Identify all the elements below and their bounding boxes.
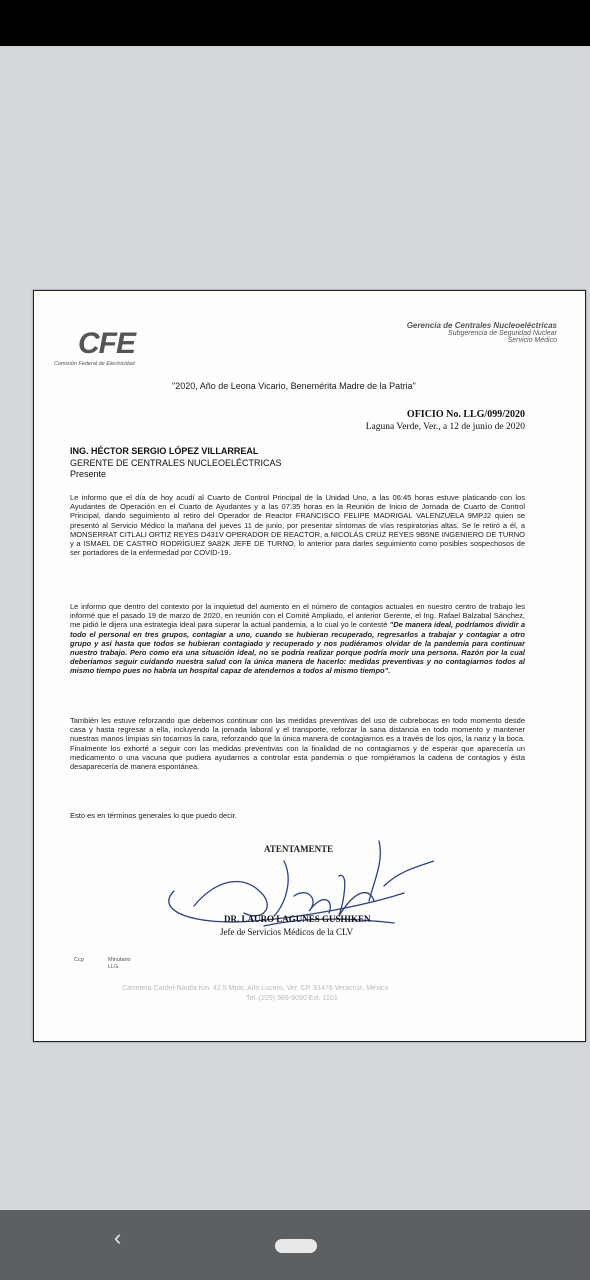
ccp-initials: LLG [108,964,119,970]
paragraph-2-quote: "De manera ideal, podríamos dividir a todo el personal en tres grupos, contagiar a uno, cuando se hubieran recuperado, regresarlos a trabajar y contagiar a otro grupo y así hasta que todos se hubieran contagiado y recuperado y nos pudiéramos olvidar de la pandemia para continuar nuestro trabajo. Pero como era una situación ideal, no se podría realizar porque podría morir una persona. Razón por la cual deberíamos seguir cuidando nuestra salud con la única manera de hacerlo: medidas preventivas y no contagiarnos todos al mismo tiempo pues no habría un hospital capaz de atendernos a todos al mismo tiempo". [70,620,525,676]
addressee-block [70,446,282,481]
paragraph-2-text: Le informo que dentro del contexto por la inquietud del aumento en el número de contagios actuales en nuestro centro de trabajo les informé que el pasado 19 de marzo de 2020, en reunión con el Comité Ampliado, el anterior Gerente, el Ing. Rafael Balzabal Sánchez, me pidió le dijera una estrategia ideal para superar la actual pandemia, a lo cual yo le contesté [70,602,525,630]
signer-name: DR. LAURO LAGUNES GUSHIKEN [224,914,371,924]
signer-title: Jefe de Servicios Médicos de la CLV [220,927,354,937]
ccp-label: Ccp [74,957,84,963]
year-motto: "2020, Año de Leona Vicario, Benemérita Madre de la Patria" [172,381,416,391]
addressee-title: GERENTE DE CENTRALES NUCLEOELÉCTRICAS [70,457,282,468]
status-bar [0,0,590,46]
footer-address: Carretera Cardel-Nautla Km. 42.5 Mpio. Alto Lucero, Ver. CP. 91476 Veracruz, México [122,985,389,992]
cfe-logo-subtitle: Comisión Federal de Electricidad [54,361,135,367]
dept-line-2: Subgerencia de Seguridad Nuclear [448,330,557,337]
footer-phone: Tel. (229) 989-9090 Ext. 1101 [246,995,338,1002]
body-paragraph-3: También les estuve reforzando que debemos continuar con las medidas preventivas del uso de cubrebocas en todo momento desde casa y hasta regresar a ella, incluyendo la jornada laboral y el transporte, reforzar la sana distancia en todo momento y mantener nuestras manos limpias sin tocarnos la cara, reforzando que la única manera de contagiarnos es a través de los ojos, la nariz y la boca. Finalmente los exhorté a seguir con las medidas preventivas con la finalidad de no contagiarnos y de esperar que aparecería un medicamento o una vacuna que pudiera ayudarnos a controlar esta pandemia o que rompiéramos la cadena de contagios y ésta desaparecería de manera espontánea. [70,716,525,772]
letter-page [33,290,586,1042]
addressee-name: ING. HÉCTOR SERGIO LÓPEZ VILLARREAL [70,446,259,456]
addressee-presente: Presente [70,469,107,479]
cfe-logo: CFE [78,327,135,360]
ccp-target: Minutario [108,957,131,963]
dept-line-1: Gerencia de Centrales Nucleoeléctricas [406,321,557,330]
department-header [407,321,557,344]
dept-line-3: Servicio Médico [507,337,557,344]
oficio-number: OFICIO No. LLG/099/2020 [406,409,525,420]
body-paragraph-1: Le informo que el día de hoy acudí al Cuarto de Control Principal de la Unidad Uno, a las 06:45 horas estuve platicando con los Ayudantes de Operación en el Cuarto de Ayudantes y a las 07:35 horas en la Reunión de Inicio de Jornada de Cuarto de Control Principal, dando seguimiento al retiro del Operador de Reactor FRANCISCO FELIPE MADRIGAL VALENZUELA 9MPJ2 quien se presentó al Servicio Médico la mañana del jueves 11 de junio, por presentar síntomas de vías respiratorias altas. Se le retiró a él, a MONSERRAT CITLALI ORTIZ REYES D431V OPERADOR DE REACTOR, a NICOLÁS CRUZ REYES 9B5NE INGENIERO DE TURNO y a ISMAEL DE CASTRO RODRÍGUEZ 9A82K JEFE DE TURNO, lo anterior para darles seguimiento como posibles sospechosos de ser portadores de la enfermedad por COVID-19. [70,493,525,558]
place-date: Laguna Verde, Ver., a 12 de junio de 2020 [365,422,525,432]
home-pill-icon[interactable] [275,1239,317,1253]
body-paragraph-4: Esto es en términos generales lo que puedo decir. [70,811,237,820]
body-paragraph-2 [70,602,525,676]
chevron-left-icon[interactable]: ‹ [114,1225,122,1250]
closing-atentamente: ATENTAMENTE [264,844,334,854]
